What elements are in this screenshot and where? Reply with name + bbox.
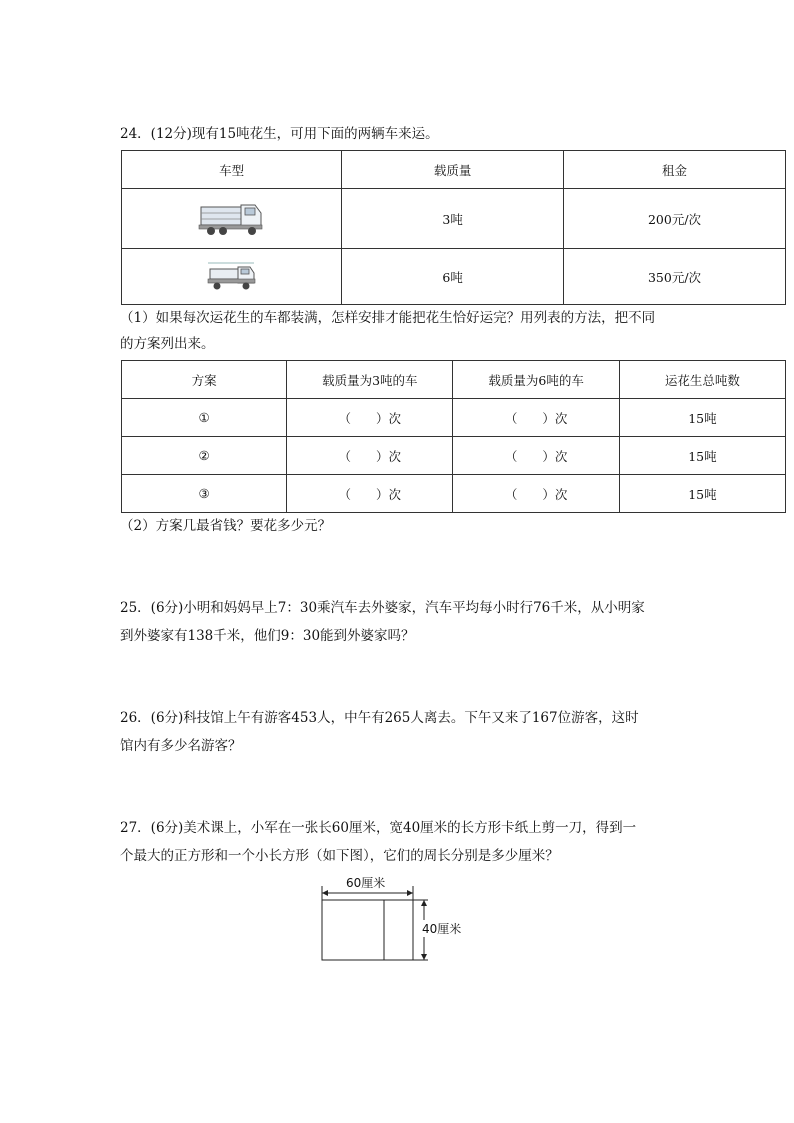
plan-3t-blank[interactable]: （ ）次 bbox=[287, 399, 453, 437]
width-label: 60厘米 bbox=[346, 876, 386, 890]
vehicle-row bbox=[122, 189, 786, 249]
q27-line2: 个最大的正方形和一个小长方形（如下图），它们的周长分别是多少厘米？ bbox=[120, 848, 559, 864]
q24-part2: （2）方案几最省钱？要花多少元？ bbox=[120, 518, 332, 534]
rectangle-figure bbox=[316, 872, 476, 967]
vehicle-table-header-type: 车型 bbox=[122, 151, 342, 189]
plan-6t-blank[interactable]: （ ）次 bbox=[453, 437, 619, 475]
vehicle-price: 200元/次 bbox=[564, 189, 786, 249]
plan-number: ② bbox=[122, 437, 287, 475]
plan-6t-blank[interactable]: （ ）次 bbox=[453, 475, 619, 513]
vehicle-image-cell bbox=[122, 189, 342, 249]
small-truck-icon bbox=[202, 259, 262, 295]
large-truck-icon bbox=[197, 199, 267, 239]
vehicle-price: 350元/次 bbox=[564, 249, 786, 305]
q24-part1-line2: 的方案列出来。 bbox=[120, 336, 215, 352]
q25-line1: 25．(6分)小明和妈妈早上7：30乘汽车去外婆家，汽车平均每小时行76千米，从小明家 bbox=[120, 600, 645, 616]
vehicle-capacity: 3吨 bbox=[342, 189, 564, 249]
plan-total: 15吨 bbox=[619, 475, 785, 513]
plan-row bbox=[122, 437, 786, 475]
plan-3t-blank[interactable]: （ ）次 bbox=[287, 437, 453, 475]
q24-header: 24．(12分)现有15吨花生，可用下面的两辆车来运。 bbox=[120, 126, 439, 142]
q27-line1: 27．(6分)美术课上，小军在一张长60厘米，宽40厘米的长方形卡纸上剪一刀，得到一 bbox=[120, 820, 637, 836]
plan-table bbox=[121, 360, 786, 513]
vehicle-image-cell bbox=[122, 249, 342, 305]
vehicle-table bbox=[121, 150, 786, 305]
plan-row bbox=[122, 399, 786, 437]
plan-total: 15吨 bbox=[619, 437, 785, 475]
plan-number: ① bbox=[122, 399, 287, 437]
plan-table-header-6t: 载质量为6吨的车 bbox=[453, 361, 619, 399]
plan-table-header-plan: 方案 bbox=[122, 361, 287, 399]
plan-table-header-total: 运花生总吨数 bbox=[619, 361, 785, 399]
plan-3t-blank[interactable]: （ ）次 bbox=[287, 475, 453, 513]
vehicle-table-header-price: 租金 bbox=[564, 151, 786, 189]
plan-table-header-3t: 载质量为3吨的车 bbox=[287, 361, 453, 399]
q25-line2: 到外婆家有138千米，他们9：30能到外婆家吗？ bbox=[120, 628, 415, 644]
height-label: 40厘米 bbox=[422, 922, 462, 936]
vehicle-table-header-capacity: 载质量 bbox=[342, 151, 564, 189]
plan-6t-blank[interactable]: （ ）次 bbox=[453, 399, 619, 437]
q24-part1-line1: （1）如果每次运花生的车都装满，怎样安排才能把花生恰好运完？用列表的方法，把不同 bbox=[120, 310, 656, 326]
q26-line1: 26．(6分)科技馆上午有游客453人，中午有265人离去。下午又来了167位游客，这时 bbox=[120, 710, 639, 726]
plan-total: 15吨 bbox=[619, 399, 785, 437]
plan-number: ③ bbox=[122, 475, 287, 513]
q26-line2: 馆内有多少名游客？ bbox=[120, 738, 242, 754]
plan-row bbox=[122, 475, 786, 513]
vehicle-capacity: 6吨 bbox=[342, 249, 564, 305]
vehicle-row bbox=[122, 249, 786, 305]
